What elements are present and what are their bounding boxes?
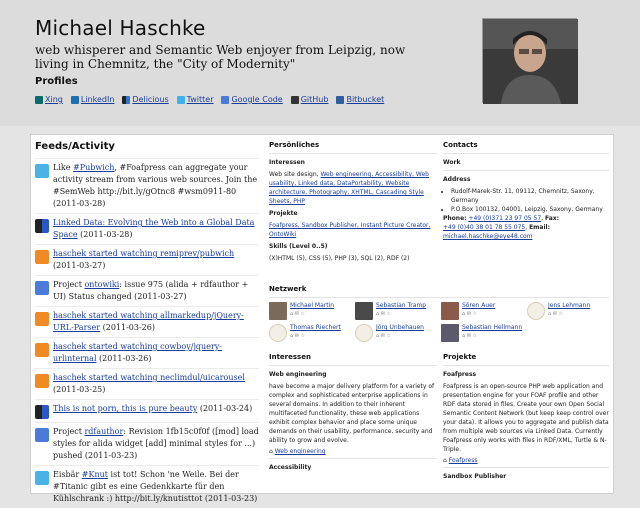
fax-line: +49 (0)40 38 01 78 55 075, Email: — [443, 224, 550, 231]
network-grid — [269, 302, 609, 342]
personal-section — [269, 141, 437, 263]
profile-link-github[interactable]: GitHub — [291, 95, 329, 104]
feed-text: Linked Data: Evolving the Web into a Global Data Space (2011-03-28) — [53, 218, 255, 239]
person-placeholder-icon — [355, 324, 373, 342]
network-person[interactable] — [355, 324, 439, 342]
interests-section — [269, 353, 437, 475]
google-code-icon — [35, 281, 49, 295]
profile-photo-image — [483, 19, 578, 104]
address-list — [443, 187, 609, 214]
person-photo — [441, 302, 459, 320]
fax-link[interactable]: +49 (0)40 38 01 78 55 075 — [443, 224, 526, 231]
address-item: • P.O.Box 100132, 04001, Leipzig, Saxony, Germany — [451, 205, 609, 214]
project-title: Foafpress — [443, 371, 477, 378]
google-code-icon — [35, 428, 49, 442]
twitter-icon — [177, 96, 185, 104]
project-link[interactable]: Foafpress — [448, 457, 478, 464]
person-name[interactable]: Sebastian Hellmann — [462, 324, 523, 331]
email-link[interactable]: michael.haschke@eye48.com — [443, 233, 533, 240]
feeds-heading: Feeds/Activity — [35, 141, 115, 152]
divider — [443, 467, 609, 468]
projects-subheading: Projekte — [269, 210, 298, 217]
person-name[interactable]: Jens Lehmann — [548, 302, 591, 309]
divider — [443, 170, 609, 171]
feed-icon — [35, 312, 49, 326]
project-title: Sandbox Publisher — [443, 473, 507, 480]
delicious-icon — [35, 405, 49, 419]
feed-link[interactable]: #Pubwich — [73, 163, 115, 172]
delicious-icon — [35, 219, 49, 233]
github-icon — [291, 96, 299, 104]
network-person[interactable] — [441, 302, 525, 320]
feed-link[interactable]: haschek started watching remiprev/pubwich — [53, 249, 235, 258]
person-name[interactable]: Michael Martin — [290, 302, 335, 309]
feed-link[interactable]: #Knut — [81, 470, 108, 479]
network-person[interactable] — [441, 324, 525, 342]
google-code-icon — [221, 96, 229, 104]
feed-text: haschek started watching neclimdul/uicarousel (2011-03-25) — [53, 373, 245, 394]
link-icon: ⌂ — [443, 457, 449, 464]
feed-icon — [35, 250, 49, 264]
person-photo — [355, 302, 373, 320]
feed-link[interactable]: ontowiki — [84, 280, 120, 289]
contacts-heading: Contacts — [443, 141, 478, 149]
work-subheading: Work — [443, 159, 461, 166]
address-subheading: Address — [443, 176, 471, 183]
feed-item — [35, 213, 259, 244]
interest-link[interactable]: Web engineering — [274, 448, 326, 455]
feed-text: Like #Pubwich, #Foafpress can aggregate your activity stream from various web sources. Join the #SemWeb http://bit.ly/gOtnc8 #wsm0911-80 (2011-03-28) — [53, 163, 258, 208]
delicious-icon — [122, 96, 130, 104]
contacts-section — [443, 141, 609, 241]
feed-link[interactable]: This is not porn, this is pure beauty — [53, 404, 198, 413]
person-name[interactable]: Sören Auer — [462, 302, 496, 309]
feed-text: haschek started watching remiprev/pubwich (2011-03-27) — [53, 249, 235, 270]
divider — [269, 365, 437, 366]
network-person[interactable] — [355, 302, 439, 320]
feed-link[interactable]: haschek started watching neclimdul/uicarousel — [53, 373, 245, 382]
content-panel — [30, 134, 614, 503]
profile-tagline: web whisperer and Semantic Web enjoyer from Leipzig, now living in Chemnitz, the "City of Modernity" — [35, 43, 406, 71]
divider — [269, 458, 437, 459]
person-icons: ⌂ ✉ ☆ — [462, 333, 478, 339]
divider — [443, 365, 609, 366]
project-description: Foafpress is an open-source PHP web application and presentation engine for your FOAF profile and other RDF data stored in files. Create your own Open Social Semantic Content Network (but keep keep control over your data). It allows you to aggregate and publish data from multiple web sources via Linked Data. Currently Foafpress only works with files in RDF/XML, Turtle & N-Triple. — [443, 383, 609, 453]
feed-item — [35, 465, 259, 508]
network-person[interactable] — [527, 302, 611, 320]
linkedin-icon — [71, 96, 79, 104]
network-person[interactable] — [269, 324, 353, 342]
feed-item — [35, 306, 259, 337]
projects-links[interactable]: Foafpress, Sandbox Publisher, Instant Picture Creator, OntoWiki — [269, 222, 431, 238]
feed-text: haschek started watching allmarkedup/jQuery-URL-Parser (2011-03-26) — [53, 311, 244, 332]
person-icons: ⌂ ✉ ☆ — [548, 311, 564, 317]
profile-link-google-code[interactable]: Google Code — [221, 95, 282, 104]
interest-description: have become a major delivery platform for a variety of complex and sophisticated enterprise applications in several domains. In addition to their inherent multifaceted functionality, these web applications exhibit complex behavior and place some unique demands on their usability, performance, security and ability to grow and evolve. — [269, 383, 435, 444]
network-person[interactable] — [269, 302, 353, 320]
feed-link[interactable]: Linked Data: Evolving the Web into a Global Data Space — [53, 218, 255, 239]
address-item: • Rudolf-Marek-Str. 11, 09112, Chemnitz, Saxony, Germany — [451, 187, 609, 205]
xing-icon — [35, 96, 43, 104]
interest-title: Accessibility — [269, 464, 312, 471]
profile-link-xing[interactable]: Xing — [35, 95, 63, 104]
divider — [269, 297, 609, 298]
person-placeholder-icon — [527, 302, 545, 320]
skills-subheading: Skills (Level 0..5) — [269, 243, 328, 250]
skills-list: (X)HTML (5), CSS (5), PHP (3), SQL (2), RDF (2) — [269, 255, 410, 262]
network-heading: Netzwerk — [269, 285, 307, 293]
phone-link[interactable]: +49 (0)371 23 97 05 57 — [468, 215, 542, 222]
feed-link[interactable]: haschek started watching allmarkedup/jQuery-URL-Parser — [53, 311, 244, 332]
person-icons: ⌂ ✉ ☆ — [290, 333, 306, 339]
person-photo — [269, 302, 287, 320]
feed-item — [35, 158, 259, 213]
profiles-heading: Profiles — [35, 76, 78, 87]
profile-links — [35, 95, 384, 104]
feed-link[interactable]: haschek started watching cowboy/jquery-urlinternal — [53, 342, 222, 363]
projects-section — [443, 353, 609, 484]
profile-link-linkedin[interactable]: LinkedIn — [71, 95, 115, 104]
profile-link-twitter[interactable]: Twitter — [177, 95, 214, 104]
profile-link-bitbucket[interactable]: Bitbucket — [336, 95, 384, 104]
feed-item — [35, 275, 259, 306]
feed-item — [35, 368, 259, 399]
twitter-icon — [35, 164, 49, 178]
feed-text: Eisbär #Knut ist tot! Schon 'ne Weile. Bei der #Titanic gibt es eine Gedenkkarte für den Kühlschrank :) http://bit.ly/knutisttot (2011-03-23) — [53, 470, 258, 503]
feed-text: This is not porn, this is pure beauty (2011-03-24) — [53, 404, 253, 413]
profile-header — [0, 0, 640, 126]
divider — [269, 153, 437, 154]
interests-heading: Interessen — [269, 353, 311, 361]
interest-title: Web engineering — [269, 371, 327, 378]
interests-list: Web site design, Web engineering, Accessibility, Web usability, Linked data, DataPortability, Website architecture, Photography, XHTML, Cascading Style Sheets, PHP — [269, 171, 429, 205]
feed-item — [35, 337, 259, 368]
bitbucket-icon — [336, 96, 344, 104]
person-icons: ⌂ ✉ ☆ — [290, 311, 306, 317]
person-placeholder-icon — [269, 324, 287, 342]
feed-item — [35, 244, 259, 275]
network-section — [269, 285, 609, 342]
feed-icon — [35, 343, 49, 357]
feeds-column — [35, 141, 259, 508]
person-name[interactable]: Sebastian Tramp — [376, 302, 427, 309]
profile-photo — [482, 18, 577, 103]
profile-name: Michael Haschke — [35, 16, 206, 40]
feed-item — [35, 422, 259, 465]
person-name[interactable]: Thomas Riechert — [290, 324, 341, 331]
feed-text: Project rdfauthor: Revision 1fb15c0f0f ([mod] load styles for alida widget [add] minimal styles for ...) pushed (2011-03-23) — [53, 427, 259, 460]
divider — [443, 153, 609, 154]
person-icons: ⌂ ✉ ☆ — [462, 311, 478, 317]
person-icons: ⌂ ✉ ☆ — [376, 311, 392, 317]
link-icon: ⌂ — [269, 448, 275, 455]
feed-text: haschek started watching cowboy/jquery-urlinternal (2011-03-26) — [53, 342, 222, 363]
twitter-icon — [35, 471, 49, 485]
person-icons: ⌂ ✉ ☆ — [376, 333, 392, 339]
profile-link-delicious[interactable]: Delicious — [122, 95, 168, 104]
interests-links[interactable]: Web engineering, Accessibility, Web usability, Linked data, DataPortability, Website architecture, Photography, XHTML, Cascading Style Sheets, PHP — [269, 171, 429, 205]
personal-heading: Persönliches — [269, 141, 320, 149]
feed-icon — [35, 374, 49, 388]
feed-link[interactable]: rdfauthor — [84, 427, 124, 436]
person-name[interactable]: Jörg Unbehauen — [376, 324, 424, 331]
feed-item — [35, 399, 259, 422]
phone-line: Phone: +49 (0)371 23 97 05 57, Fax: — [443, 215, 560, 222]
projects-heading: Projekte — [443, 353, 477, 361]
interests-subheading: Interessen — [269, 159, 305, 166]
person-photo — [441, 324, 459, 342]
feed-text: Project ontowiki: issue 975 (alida + rdfauthor + UI) Status changed (2011-03-27) — [53, 280, 249, 301]
